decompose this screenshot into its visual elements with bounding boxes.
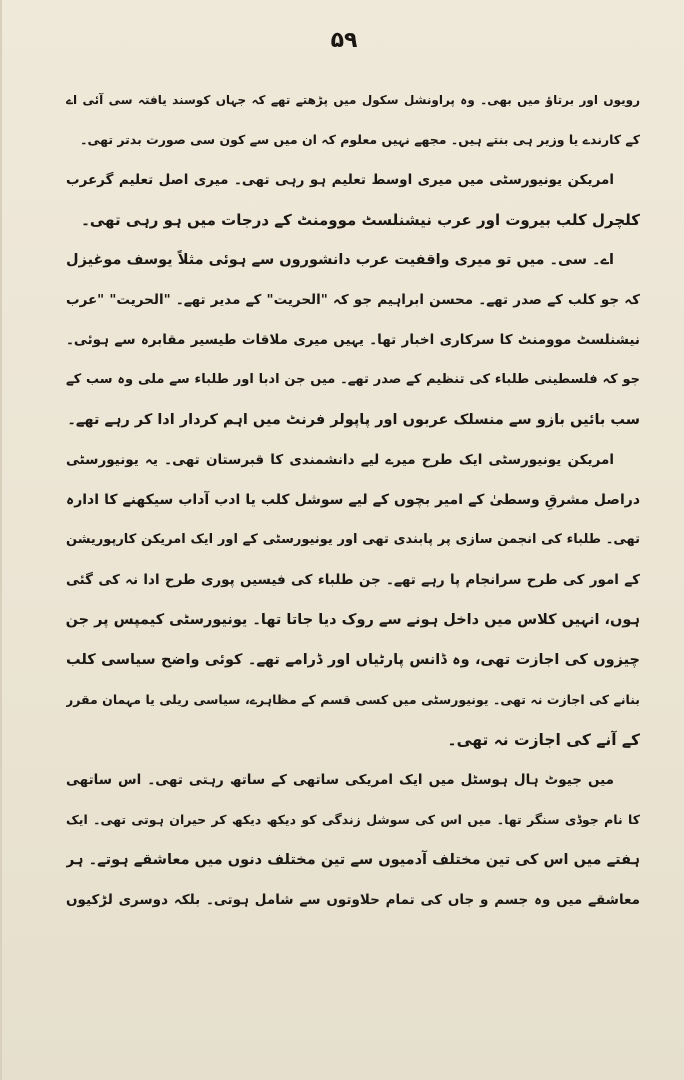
text-line: جو کہ فلسطینی طلباء کی تنظیم کے صدر تھے۔ میں جن ادبا اور طلباء سے ملی وہ سب کے	[66, 372, 640, 387]
text-line: ہوں، انہیں کلاس میں داخل ہونے سے روک دیا جاتا تھا۔ یونیورسٹی کیمپس پر جن	[66, 612, 640, 628]
text-line: نیشنلسٹ موومنٹ کا سرکاری اخبار تھا۔ یہیں میری ملاقات طیسیر مقابرہ سے ہوئی۔	[66, 332, 640, 348]
text-line: سب بائیں بازو سے منسلک عربوں اور پاپولر فرنٹ میں اہم کردار ادا کر رہے تھے۔	[67, 412, 640, 428]
text-line: معاشقے میں وہ جسم و جاں کی تمام حلاوتوں سے شامل ہوتی۔ بلکہ دوسری لڑکیوں	[66, 892, 640, 908]
page-body-text	[66, 80, 640, 920]
text-line: میں جیوٹ ہال ہوسٹل میں ایک امریکی ساتھی کے ساتھ رہتی تھی۔ اس ساتھی	[66, 772, 614, 788]
text-line: بنانے کی اجازت نہ تھی۔ یونیورسٹی میں کسی قسم کے مظاہرے، سیاسی ریلی یا مہمان مقرر	[66, 692, 640, 707]
text-line: کے کارندے یا وزیر ہی بنتے ہیں۔ مجھے نہیں معلوم کہ ان میں سے کون سی صورت بدتر تھی۔	[80, 132, 640, 147]
text-line: چیزوں کی اجازت تھی، وہ ڈانس پارٹیاں اور ڈرامے تھے۔ کوئی واضح سیاسی کلب	[66, 652, 640, 668]
text-line: کلچرل کلب بیروت اور عرب نیشنلسٹ موومنٹ کے درجات میں ہو رہی تھی۔	[81, 211, 640, 229]
text-line: کے امور کی طرح سرانجام پا رہے تھے۔ جن طلباء کی فیسیں پوری طرح ادا نہ کی گئی	[66, 572, 640, 588]
page-number: ۵۹	[330, 28, 358, 53]
text-line: کے آنے کی اجازت نہ تھی۔	[447, 731, 640, 749]
text-line: ہفتے میں اس کی تین مختلف آدمیوں سے تین مختلف دنوں میں معاشقے ہوتے۔ ہر	[66, 852, 640, 868]
text-line: امریکن یونیورسٹی میں میری اوسط تعلیم ہو رہی تھی۔ میری اصل تعلیم گرعرب	[66, 172, 614, 188]
text-line: کہ جو کلب کے صدر تھے۔ محسن ابراہیم جو کہ "الحریت" کے مدیر تھے۔ "الحریت" "عرب	[66, 292, 640, 308]
text-line: اے۔ سی۔ میں تو میری واقفیت عرب دانشوروں سے ہوئی مثلاً یوسف موغیزل	[66, 252, 614, 268]
text-line: دراصل مشرقِ وسطیٰ کے امیر بچوں کے لیے سوشل کلب یا ادب آداب سیکھنے کا ادارہ	[66, 492, 640, 508]
text-line: تھی۔ طلباء کی انجمن سازی پر پابندی تھی اور یونیورسٹی کے اور ایک امریکن کارپوریشن	[66, 532, 640, 547]
text-line: کا نام جوڈی سنگر تھا۔ میں اس کی سوشل زندگی کو دیکھ دیکھ کر حیران ہوتی تھی۔ ایک	[66, 812, 640, 827]
text-line: رویوں اور برتاؤ میں بھی۔ وہ پراونشل سکول میں پڑھتے تھے کہ جہاں کوسند یافتہ سی آئی اے	[66, 93, 640, 107]
text-line: امریکن یونیورسٹی ایک طرح میرے لیے دانشمندی کا قبرستان تھی۔ یہ یونیورسٹی	[66, 452, 614, 468]
